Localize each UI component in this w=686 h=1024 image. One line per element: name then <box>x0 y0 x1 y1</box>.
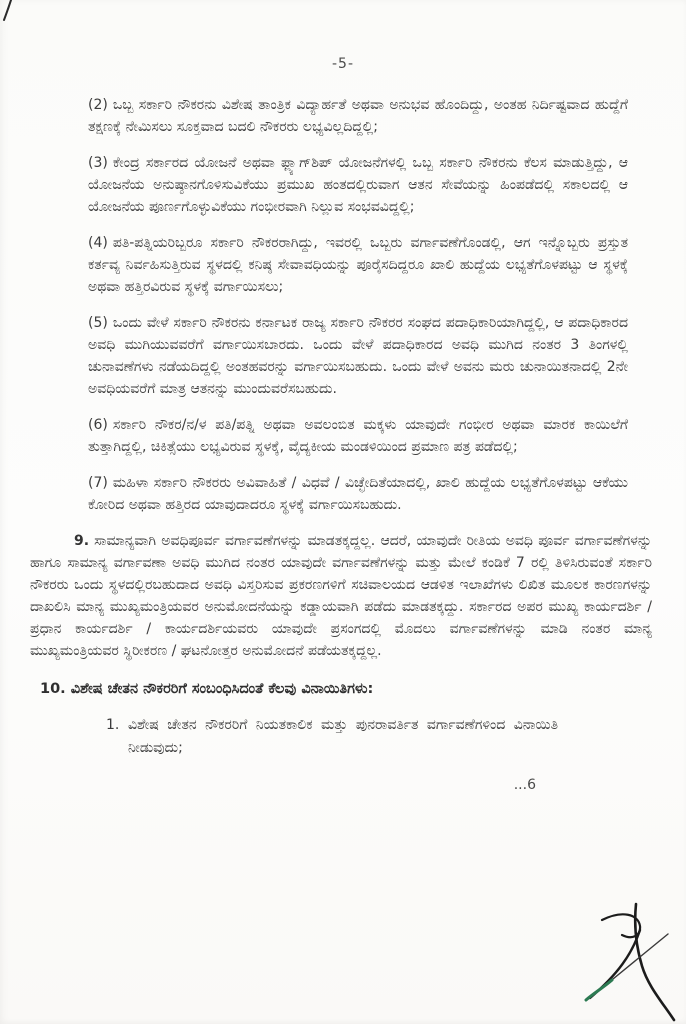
clause-6-number: (6) <box>88 417 108 433</box>
clause-3-number: (3) <box>88 155 108 171</box>
document-body <box>30 94 652 796</box>
clause-6-text: ಸರ್ಕಾರಿ ನೌಕರ/ನ/ಳ ಪತಿ/ಪತ್ನಿ ಅಥವಾ ಅವಲಂಬಿತ ಮಕ್ಕಳು ಯಾವುದೇ ಗಂಭೀರ ಅಥವಾ ಮಾರಕ ಕಾಯಿಲೆಗೆ ತುತ್ತಾಗಿದ್ದಲ್ಲಿ, ಚಿಕಿತ್ಸೆಯು ಲಭ್ಯವಿರುವ ಸ್ಥಳಕ್ಕೆ, ವೈದ್ಯಕೀಯ ಮಂಡಳಿಯಿಂದ ಪ್ರಮಾಣ ಪತ್ರ ಪಡೆದಲ್ಲಿ; <box>88 417 628 455</box>
clause-3-text: ಕೇಂದ್ರ ಸರ್ಕಾರದ ಯೋಜನೆ ಅಥವಾ ಫ್ಲ್ಯಾಗ್‌ಶಿಪ್ ಯೋಜನೆಗಳಲ್ಲಿ ಒಬ್ಬ ಸರ್ಕಾರಿ ನೌಕರನು ಕೆಲಸ ಮಾಡುತ್ತಿದ್ದು, ಆ ಯೋಜನೆಯ ಅನುಷ್ಠಾನಗೊಳಿಸುವಿಕೆಯು ಪ್ರಮುಖ ಹಂತದಲ್ಲಿರುವಾಗ ಆತನ ಸೇವೆಯನ್ನು ಹಿಂಪಡೆದಲ್ಲಿ ಸಕಾಲದಲ್ಲಿ ಆ ಯೋಜನೆಯ ಪೂರ್ಣಗೊಳ್ಳುವಿಕೆಯು ಗಂಭೀರವಾಗಿ ನಿಲ್ಲುವ ಸಂಭವವಿದ್ದಲ್ಲಿ; <box>88 155 628 215</box>
list-item <box>106 714 652 760</box>
clause-7 <box>88 472 628 516</box>
section-10-list <box>106 714 652 760</box>
pen-mark-icon <box>2 0 18 26</box>
clause-2-number: (2) <box>88 97 108 113</box>
paragraph-9 <box>30 530 652 662</box>
clause-7-text: ಮಹಿಳಾ ಸರ್ಕಾರಿ ನೌಕರರು ಅವಿವಾಹಿತೆ / ವಿಧವೆ / ವಿಚ್ಛೇದಿತೆಯಾದಲ್ಲಿ, ಖಾಲಿ ಹುದ್ದೆಯ ಲಭ್ಯತೆಗೊಳಪಟ್ಟು ಆಕೆಯು ಕೋರಿದ ಅಥವಾ ಹತ್ತಿರದ ಯಾವುದಾದರೂ ಸ್ಥಳಕ್ಕೆ ವರ್ಗಾಯಿಸಬಹುದು. <box>88 475 628 513</box>
clause-4-text: ಪತಿ-ಪತ್ನಿಯರಿಬ್ಬರೂ ಸರ್ಕಾರಿ ನೌಕರರಾಗಿದ್ದು, ಇವರಲ್ಲಿ ಒಬ್ಬರು ವರ್ಗಾವಣೆಗೊಂಡಲ್ಲಿ, ಆಗ ಇನ್ನೊಬ್ಬರು ಪ್ರಸ್ತುತ ಕರ್ತವ್ಯ ನಿರ್ವಹಿಸುತ್ತಿರುವ ಸ್ಥಳದಲ್ಲಿ ಕನಿಷ್ಠ ಸೇವಾವಧಿಯನ್ನು ಪೂರೈಸದಿದ್ದರೂ ಖಾಲಿ ಹುದ್ದೆಯ ಲಭ್ಯತೆಗೊಳಪಟ್ಟು ಆ ಸ್ಥಳಕ್ಕೆ ಅಥವಾ ಹತ್ತಿರವಿರುವ ಸ್ಥಳಕ್ಕೆ ವರ್ಗಾಯಿಸಲು; <box>88 235 628 295</box>
clause-5-number: (5) <box>88 315 108 331</box>
clause-7-number: (7) <box>88 475 108 491</box>
paragraph-9-text: ಸಾಮಾನ್ಯವಾಗಿ ಅವಧಿಪೂರ್ವ ವರ್ಗಾವಣೆಗಳನ್ನು ಮಾಡತಕ್ಕದ್ದಲ್ಲ. ಆದರೆ, ಯಾವುದೇ ರೀತಿಯ ಅವಧಿ ಪೂರ್ವ ವರ್ಗಾವಣೆಗಳನ್ನು ಹಾಗೂ ಸಾಮಾನ್ಯ ವರ್ಗಾವಣಾ ಅವಧಿ ಮುಗಿದ ನಂತರ ಯಾವುದೇ ವರ್ಗಾವಣೆಗಳನ್ನು ಮತ್ತು ಮೇಲೆ ಕಂಡಿಕೆ 7 ರಲ್ಲಿ ತಿಳಿಸಿರುವಂತೆ ಸರ್ಕಾರಿ ನೌಕರರು ಒಂದು ಸ್ಥಳದಲ್ಲಿರಬಹುದಾದ ಅವಧಿ ವಿಸ್ತರಿಸುವ ಪ್ರಕರಣಗಳಿಗೆ ಸಚಿವಾಲಯದ ಆಡಳಿತ ಇಲಾಖೆಗಳು ಲಿಖಿತ ಮೂಲಕ ಕಾರಣಗಳನ್ನು ದಾಖಲಿಸಿ ಮಾನ್ಯ ಮುಖ್ಯಮಂತ್ರಿಯವರ ಅನುಮೋದನೆಯನ್ನು ಕಡ್ಡಾಯವಾಗಿ ಪಡೆದು ಮಾಡತಕ್ಕದ್ದು. ಸರ್ಕಾರದ ಅಪರ ಮುಖ್ಯ ಕಾರ್ಯದರ್ಶಿ / ಪ್ರಧಾನ ಕಾರ್ಯದರ್ಶಿ / ಕಾರ್ಯದರ್ಶಿಯವರು ಯಾವುದೇ ಪ್ರಸಂಗದಲ್ಲಿ ಮೊದಲು ವರ್ಗಾವಣೆಗಳನ್ನು ಮಾಡಿ ನಂತರ ಮಾನ್ಯ ಮುಖ್ಯಮಂತ್ರಿಯವರ ಸ್ಥಿರೀಕರಣ / ಘಟನೋತ್ತರ ಅನುಮೋದನೆ ಪಡೆಯತಕ್ಕದ್ದಲ್ಲ. <box>30 533 652 659</box>
clause-6 <box>88 414 628 458</box>
clause-4-number: (4) <box>88 235 108 251</box>
paragraph-9-number: 9. <box>74 533 90 549</box>
section-10-number: 10. <box>40 681 66 697</box>
list-item-number: 1. <box>106 717 120 733</box>
section-10-heading <box>40 678 652 700</box>
clause-4 <box>88 232 628 298</box>
clause-2-text: ಒಬ್ಬ ಸರ್ಕಾರಿ ನೌಕರನು ವಿಶೇಷ ತಾಂತ್ರಿಕ ವಿದ್ಯಾರ್ಹತೆ ಅಥವಾ ಅನುಭವ ಹೊಂದಿದ್ದು, ಅಂತಹ ನಿರ್ದಿಷ್ಟವಾದ ಹುದ್ದೆಗೆ ತಕ್ಷಣಕ್ಕೆ ನೇಮಿಸಲು ಸೂಕ್ತವಾದ ಬದಲಿ ನೌಕರರು ಲಭ್ಯವಿಲ್ಲದಿದ್ದಲ್ಲಿ; <box>88 97 628 135</box>
clause-5-text: ಒಂದು ವೇಳೆ ಸರ್ಕಾರಿ ನೌಕರನು ಕರ್ನಾಟಕ ರಾಜ್ಯ ಸರ್ಕಾರಿ ನೌಕರರ ಸಂಘದ ಪದಾಧಿಕಾರಿಯಾಗಿದ್ದಲ್ಲಿ, ಆ ಪದಾಧಿಕಾರದ ಅವಧಿ ಮುಗಿಯುವವರೆಗೆ ವರ್ಗಾಯಿಸಬಾರದು. ಒಂದು ವೇಳೆ ಪದಾಧಿಕಾರದ ಅವಧಿ ಮುಗಿದ ನಂತರ 3 ತಿಂಗಳಲ್ಲಿ ಚುನಾವಣೆಗಳು ನಡೆಯದಿದ್ದಲ್ಲಿ ಅಂತಹವರನ್ನು ವರ್ಗಾಯಿಸಬಹುದು. ಒಂದು ವೇಳೆ ಅವನು ಮರು ಚುನಾಯಿತನಾದಲ್ಲಿ 2ನೇ ಅವಧಿಯವರೆಗೆ ಮಾತ್ರ ಆತನನ್ನು ಮುಂದುವರೆಸಬಹುದು. <box>88 315 628 397</box>
section-10-heading-text: ವಿಶೇಷ ಚೇತನ ನೌಕರರಿಗೆ ಸಂಬಂಧಿಸಿದಂತೆ ಕೆಲವು ವಿನಾಯಿತಿಗಳು: <box>70 681 374 697</box>
clause-3 <box>88 152 628 218</box>
list-item-text: ವಿಶೇಷ ಚೇತನ ನೌಕರರಿಗೆ ನಿಯತಕಾಲಿಕ ಮತ್ತು ಪುನರಾವರ್ತಿತ ವರ್ಗಾವಣೆಗಳಿಂದ ವಿನಾಯಿತಿ ನೀಡುವುದು; <box>128 717 558 756</box>
continuation-marker: ...6 <box>513 777 536 793</box>
clause-2 <box>88 94 628 138</box>
clause-5 <box>88 312 628 400</box>
page-number: -5- <box>331 56 354 72</box>
signature <box>574 902 678 1022</box>
